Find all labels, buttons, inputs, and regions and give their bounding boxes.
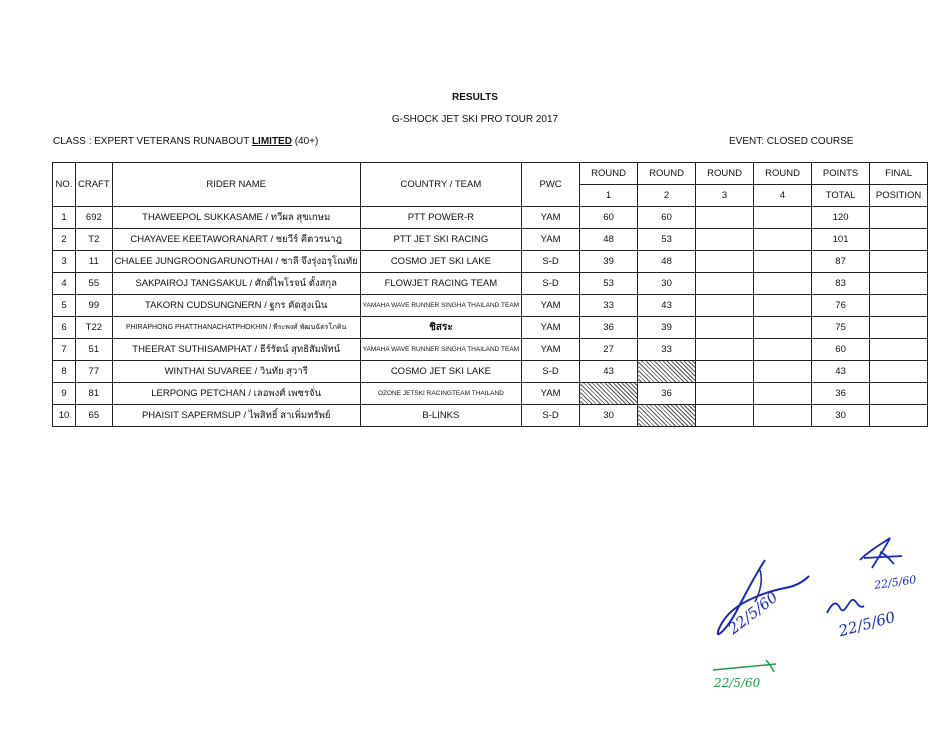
cell-final: [870, 361, 928, 383]
cell-r3: [696, 273, 754, 295]
cell-team: PTT POWER-R: [360, 207, 521, 229]
table-row: [53, 207, 928, 229]
cell-total: 75: [812, 317, 870, 339]
cell-total: 76: [812, 295, 870, 317]
cell-final: [870, 295, 928, 317]
cell-final: [870, 207, 928, 229]
cell-team: YAMAHA WAVE RUNNER SINGHA THAILAND TEAM: [360, 295, 521, 317]
cell-r3: [696, 383, 754, 405]
cell-craft: 99: [76, 295, 113, 317]
cell-craft: 77: [76, 361, 113, 383]
cell-team: OZONE JETSKI RACINGTEAM THAILAND: [360, 383, 521, 405]
cell-total: 83: [812, 273, 870, 295]
cell-rider: CHAYAVEE KEETAWORANART / ชยวีร์ คีตวรนาฎ: [112, 229, 360, 251]
col-round4: ROUND: [754, 163, 812, 185]
signature-date-1: 22/5/60: [724, 588, 782, 638]
cell-r1: 53: [580, 273, 638, 295]
col-no: NO.: [53, 163, 76, 207]
cell-r1: 27: [580, 339, 638, 361]
cell-r3: [696, 361, 754, 383]
cell-pwc: S-D: [522, 405, 580, 427]
cell-r1: 36: [580, 317, 638, 339]
cell-r1: [580, 383, 638, 405]
cell-r4: [754, 405, 812, 427]
cell-team: YAMAHA WAVE RUNNER SINGHA THAILAND TEAM: [360, 339, 521, 361]
cell-no: 3: [53, 251, 76, 273]
cell-rider: PHAISIT SAPERMSUP / ไพสิทธิ์ สาเพิ่มทรัพย์: [112, 405, 360, 427]
table-row: [53, 339, 928, 361]
cell-no: 6: [53, 317, 76, 339]
cell-r3: [696, 295, 754, 317]
cell-r2: [638, 405, 696, 427]
cell-final: [870, 251, 928, 273]
cell-r1: 60: [580, 207, 638, 229]
cell-r2: 53: [638, 229, 696, 251]
col-total: TOTAL: [812, 185, 870, 207]
table-row: [53, 405, 928, 427]
cell-pwc: S-D: [522, 273, 580, 295]
col-round3: ROUND: [696, 163, 754, 185]
cell-no: 8: [53, 361, 76, 383]
cell-team: FLOWJET RACING TEAM: [360, 273, 521, 295]
cell-r3: [696, 251, 754, 273]
cell-team: B-LINKS: [360, 405, 521, 427]
cell-craft: 55: [76, 273, 113, 295]
results-table: [52, 162, 928, 427]
table-row: [53, 251, 928, 273]
cell-r3: [696, 339, 754, 361]
cell-r2: 60: [638, 207, 696, 229]
table-row: [53, 295, 928, 317]
col-round3-num: 3: [696, 185, 754, 207]
cell-pwc: YAM: [522, 229, 580, 251]
cell-r2: 39: [638, 317, 696, 339]
cell-final: [870, 383, 928, 405]
cell-r1: 39: [580, 251, 638, 273]
cell-craft: T2: [76, 229, 113, 251]
cell-r2: 48: [638, 251, 696, 273]
col-pwc: PWC: [522, 163, 580, 207]
cell-final: [870, 273, 928, 295]
cell-r1: 33: [580, 295, 638, 317]
cell-total: 120: [812, 207, 870, 229]
cell-craft: 81: [76, 383, 113, 405]
col-round2-num: 2: [638, 185, 696, 207]
cell-pwc: YAM: [522, 383, 580, 405]
cell-r4: [754, 207, 812, 229]
cell-craft: 65: [76, 405, 113, 427]
cell-final: [870, 405, 928, 427]
cell-no: 7: [53, 339, 76, 361]
cell-r2: 36: [638, 383, 696, 405]
cell-pwc: S-D: [522, 361, 580, 383]
cell-rider: SAKPAIROJ TANGSAKUL / ศักดิ์ไพโรจน์ ตั้งสกุล: [112, 273, 360, 295]
cell-pwc: YAM: [522, 317, 580, 339]
col-round2: ROUND: [638, 163, 696, 185]
table-row: [53, 383, 928, 405]
cell-rider: CHALEE JUNGROONGARUNOTHAI / ชาลี จึงรุ่งอรุโณทัย: [112, 251, 360, 273]
cell-r4: [754, 317, 812, 339]
signature-date-3: 22/5/60: [873, 573, 918, 592]
col-round1: ROUND: [580, 163, 638, 185]
cell-team: COSMO JET SKI LAKE: [360, 251, 521, 273]
cell-total: 30: [812, 405, 870, 427]
cell-rider: PHIRAPHONG PHATTHANACHATPHOKHIN / พีระพงศ์ พัฒนฉัตรโภคิน: [112, 317, 360, 339]
cell-pwc: YAM: [522, 295, 580, 317]
cell-craft: T22: [76, 317, 113, 339]
col-craft: CRAFT: [76, 163, 113, 207]
cell-craft: 692: [76, 207, 113, 229]
cell-final: [870, 339, 928, 361]
cell-r4: [754, 383, 812, 405]
table-row: [53, 273, 928, 295]
cell-r4: [754, 295, 812, 317]
cell-r3: [696, 207, 754, 229]
class-limited: LIMITED: [251, 136, 292, 147]
cell-team: COSMO JET SKI LAKE: [360, 361, 521, 383]
cell-r4: [754, 339, 812, 361]
cell-r2: 30: [638, 273, 696, 295]
cell-r4: [754, 251, 812, 273]
signature-date-green: 22/5/60: [714, 676, 761, 690]
cell-pwc: YAM: [522, 207, 580, 229]
col-round1-num: 1: [580, 185, 638, 207]
cell-pwc: S-D: [522, 251, 580, 273]
cell-r4: [754, 361, 812, 383]
tour-title: G-SHOCK JET SKI PRO TOUR 2017: [391, 114, 559, 125]
cell-r2: 33: [638, 339, 696, 361]
cell-r3: [696, 317, 754, 339]
cell-r1: 43: [580, 361, 638, 383]
cell-final: [870, 317, 928, 339]
cell-no: 5: [53, 295, 76, 317]
results-title: RESULTS: [452, 92, 498, 103]
cell-rider: THEERAT SUTHISAMPHAT / ธีร์รัตน์ สุทธิสัมพัทน์: [112, 339, 360, 361]
cell-no: 9: [53, 383, 76, 405]
cell-no: 4: [53, 273, 76, 295]
signature-date-2: 22/5/60: [836, 607, 898, 641]
col-round4-num: 4: [754, 185, 812, 207]
class-suffix: (40+): [291, 136, 319, 147]
cell-r2: [638, 361, 696, 383]
cell-total: 60: [812, 339, 870, 361]
col-position: POSITION: [870, 185, 928, 207]
cell-r1: 48: [580, 229, 638, 251]
cell-pwc: YAM: [522, 339, 580, 361]
table-row: [53, 317, 928, 339]
header-row: [53, 163, 928, 185]
table-row: [53, 361, 928, 383]
cell-total: 101: [812, 229, 870, 251]
cell-craft: 51: [76, 339, 113, 361]
class-prefix: CLASS : EXPERT VETERANS RUNABOUT: [53, 136, 252, 147]
cell-r2: 43: [638, 295, 696, 317]
cell-r4: [754, 229, 812, 251]
cell-r3: [696, 229, 754, 251]
cell-total: 87: [812, 251, 870, 273]
col-team: COUNTRY / TEAM: [360, 163, 521, 207]
cell-r4: [754, 273, 812, 295]
cell-rider: WINTHAI SUVAREE / วินทัย สุวารี: [112, 361, 360, 383]
event-label: EVENT: CLOSED COURSE: [729, 136, 854, 147]
col-points: POINTS: [812, 163, 870, 185]
cell-rider: TAKORN CUDSUNGNERN / ฐกร คัดสูงเนิน: [112, 295, 360, 317]
cell-rider: LERPONG PETCHAN / เลอพงศ์ เพชรจั่น: [112, 383, 360, 405]
cell-no: 1: [53, 207, 76, 229]
table-row: [53, 229, 928, 251]
cell-total: 36: [812, 383, 870, 405]
cell-no: 2: [53, 229, 76, 251]
cell-r3: [696, 405, 754, 427]
cell-team: ชิสระ: [360, 317, 521, 339]
cell-final: [870, 229, 928, 251]
cell-craft: 11: [76, 251, 113, 273]
col-final: FINAL: [870, 163, 928, 185]
signature-blue-3: [850, 530, 910, 575]
cell-r1: 30: [580, 405, 638, 427]
cell-no: 10: [53, 405, 76, 427]
col-rider: RIDER NAME: [112, 163, 360, 207]
cell-team: PTT JET SKI RACING: [360, 229, 521, 251]
class-label: [53, 136, 318, 147]
cell-total: 43: [812, 361, 870, 383]
cell-rider: THAWEEPOL SUKKASAME / ทวีผล สุขเกษม: [112, 207, 360, 229]
